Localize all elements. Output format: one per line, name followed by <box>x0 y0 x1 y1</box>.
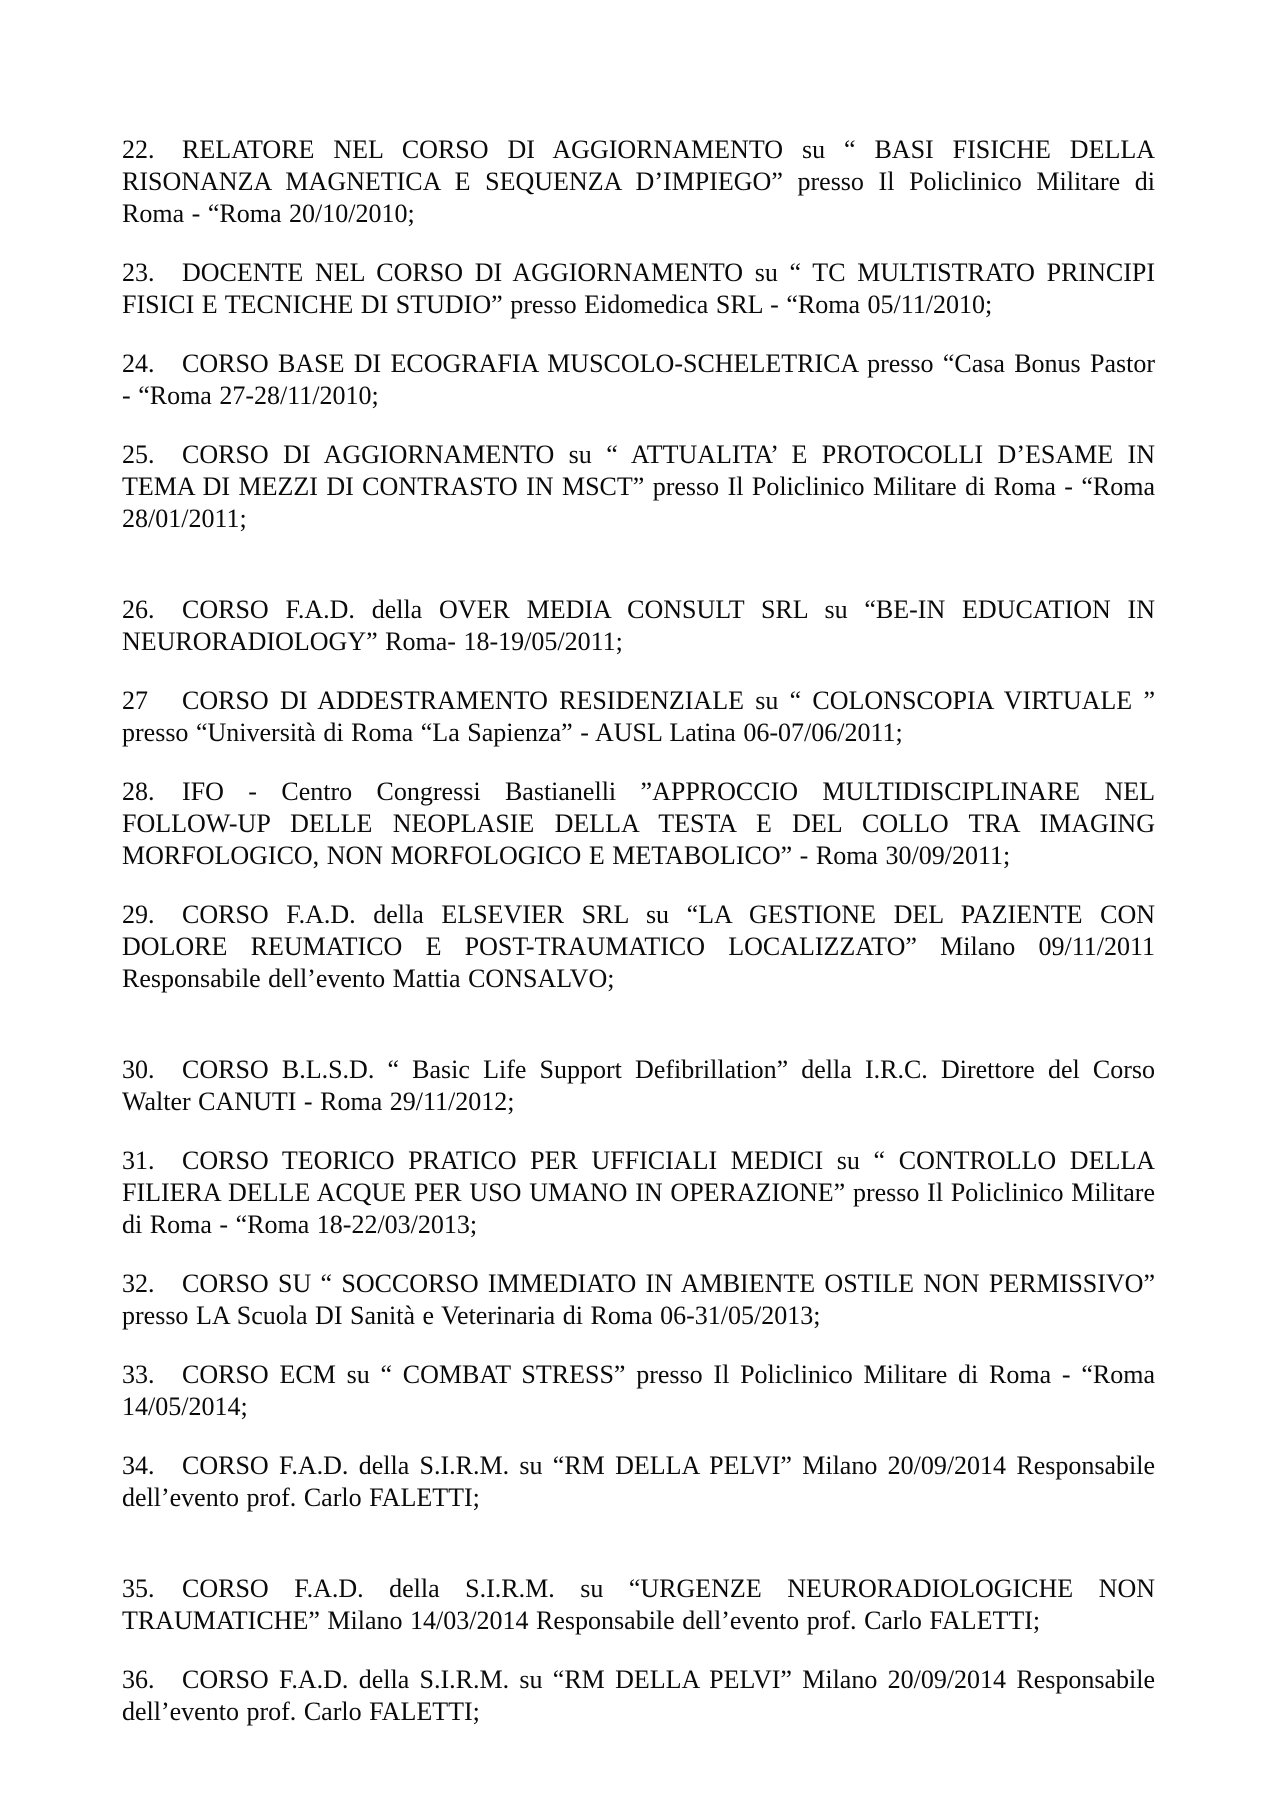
list-item <box>122 257 1155 321</box>
item-text: CORSO F.A.D. della ELSEVIER SRL su “LA GESTIONE DEL PAZIENTE CON DOLORE REUMATICO E POST-TRAUMATICO LOCALIZZATO” Milano 09/11/2011 Responsabile dell’evento Mattia CONSALVO; <box>122 900 1155 993</box>
list-item <box>122 1573 1155 1637</box>
list-item <box>122 776 1155 872</box>
item-number: 29. <box>122 900 155 929</box>
item-number: 24. <box>122 349 155 378</box>
item-number: 32. <box>122 1269 155 1298</box>
list-item <box>122 1359 1155 1423</box>
item-number: 33. <box>122 1360 155 1389</box>
list-item <box>122 1664 1155 1728</box>
list-item <box>122 1268 1155 1332</box>
item-text: CORSO SU “ SOCCORSO IMMEDIATO IN AMBIENTE OSTILE NON PERMISSIVO” presso LA Scuola DI Sanità e Veterinaria di Roma 06-31/05/2013; <box>122 1269 1155 1330</box>
list-item <box>122 1145 1155 1241</box>
list-item <box>122 348 1155 412</box>
item-text: CORSO B.L.S.D. “ Basic Life Support Defibrillation” della I.R.C. Direttore del Corso Walter CANUTI - Roma 29/11/2012; <box>122 1055 1155 1116</box>
list-item <box>122 439 1155 535</box>
item-text: CORSO F.A.D. della S.I.R.M. su “RM DELLA PELVI” Milano 20/09/2014 Responsabile dell’evento prof. Carlo FALETTI; <box>122 1451 1155 1512</box>
item-number: 28. <box>122 777 155 806</box>
item-text: IFO - Centro Congressi Bastianelli ”APPROCCIO MULTIDISCIPLINARE NEL FOLLOW-UP DELLE NEOPLASIE DELLA TESTA E DEL COLLO TRA IMAGING MORFOLOGICO, NON MORFOLOGICO E METABOLICO” - Roma 30/09/2011; <box>122 777 1155 870</box>
item-text: CORSO TEORICO PRATICO PER UFFICIALI MEDICI su “ CONTROLLO DELLA FILIERA DELLE ACQUE PER USO UMANO IN OPERAZIONE” presso Il Policlinico Militare di Roma - “Roma 18-22/03/2013; <box>122 1146 1155 1239</box>
item-text: CORSO BASE DI ECOGRAFIA MUSCOLO-SCHELETRICA presso “Casa Bonus Pastor - “Roma 27-28/11/2010; <box>122 349 1155 410</box>
item-text: CORSO F.A.D. della OVER MEDIA CONSULT SRL su “BE-IN EDUCATION IN NEURORADIOLOGY” Roma- 18-19/05/2011; <box>122 595 1155 656</box>
item-text: CORSO F.A.D. della S.I.R.M. su “URGENZE NEURORADIOLOGICHE NON TRAUMATICHE” Milano 14/03/2014 Responsabile dell’evento prof. Carlo FALETTI; <box>122 1574 1155 1635</box>
item-number: 35. <box>122 1574 155 1603</box>
item-number: 26. <box>122 595 155 624</box>
item-number: 22. <box>122 135 155 164</box>
item-number: 31. <box>122 1146 155 1175</box>
item-text: CORSO DI AGGIORNAMENTO su “ ATTUALITA’ E PROTOCOLLI D’ESAME IN TEMA DI MEZZI DI CONTRASTO IN MSCT” presso Il Policlinico Militare di Roma - “Roma 28/01/2011; <box>122 440 1155 533</box>
item-number: 25. <box>122 440 155 469</box>
item-text: CORSO ECM su “ COMBAT STRESS” presso Il Policlinico Militare di Roma - “Roma 14/05/2014; <box>122 1360 1155 1421</box>
item-text: DOCENTE NEL CORSO DI AGGIORNAMENTO su “ TC MULTISTRATO PRINCIPI FISICI E TECNICHE DI STUDIO” presso Eidomedica SRL - “Roma 05/11/2010; <box>122 258 1155 319</box>
item-number: 34. <box>122 1451 155 1480</box>
item-text: CORSO DI ADDESTRAMENTO RESIDENZIALE su “ COLONSCOPIA VIRTUALE ” presso “Università di Roma “La Sapienza” - AUSL Latina 06-07/06/2011; <box>122 686 1155 747</box>
item-number: 23. <box>122 258 155 287</box>
list-item <box>122 594 1155 658</box>
item-number: 36. <box>122 1665 155 1694</box>
list-item <box>122 134 1155 230</box>
item-text: RELATORE NEL CORSO DI AGGIORNAMENTO su “ BASI FISICHE DELLA RISONANZA MAGNETICA E SEQUENZA D’IMPIEGO” presso Il Policlinico Militare di Roma - “Roma 20/10/2010; <box>122 135 1155 228</box>
item-number: 30. <box>122 1055 155 1084</box>
list-item <box>122 685 1155 749</box>
list-item <box>122 899 1155 995</box>
item-text: CORSO F.A.D. della S.I.R.M. su “RM DELLA PELVI” Milano 20/09/2014 Responsabile dell’evento prof. Carlo FALETTI; <box>122 1665 1155 1726</box>
list-item <box>122 1054 1155 1118</box>
course-list <box>122 134 1155 1728</box>
list-item <box>122 1450 1155 1514</box>
item-number: 27 <box>122 686 148 715</box>
